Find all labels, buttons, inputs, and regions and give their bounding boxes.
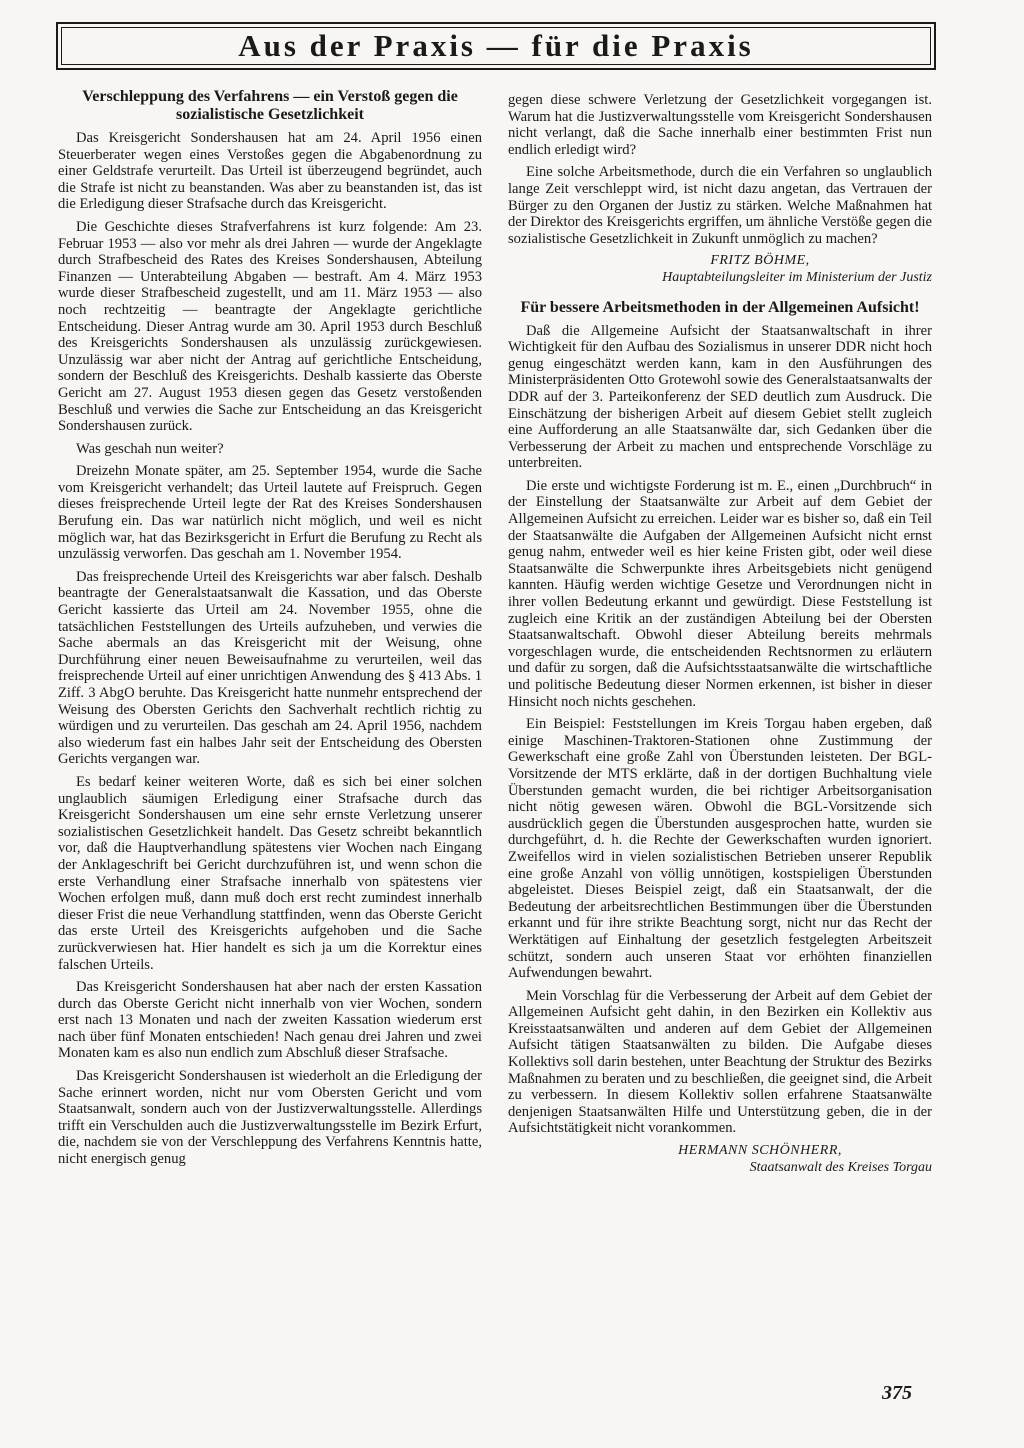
article-2-paragraph: Die erste und wichtigste Forderung ist m. E., einen „Durchbruch“ in der Einstellung der Staatsanwälte zur Arbeit auf dem Gebiet der Allgemeinen Aufsicht zu erreichen. Leider war es bisher so, daß ein Teil der Staatsanwälte die Aufgaben der Allgemeinen Aufsicht nicht ernst genug nahm, entweder weil es hier keine Fristen gibt, oder weil diese Staatsanwälte die Schwerpunkte ihres Arbeitsgebiets nicht genügend kannten. Häufig werden wichtige Gesetze und Verordnungen nicht in ihrer vollen Bedeutung erkannt und gewürdigt. Diese Feststellung ist zugleich eine Kritik an der zuständigen Abteilung bei der Obersten Staatsanwaltschaft. Obwohl dieser Abteilung bereits mehrmals vorgeschlagen wurde, die entscheidenden Rechtsnormen zu erläutern und dafür zu sorgen, daß die Aufsichtsstaatsanwälte die wirtschaftliche und politische Bedeutung dieser Normen erkennen, ist bisher in dieser Hinsicht noch nichts geschehen. xyxy=(508,477,932,710)
article-1-paragraph: Die Geschichte dieses Strafverfahrens ist kurz folgende: Am 23. Februar 1953 — also vor mehr als drei Jahren — wurde der Angeklagte durch Strafbescheid des Rates des Kreises Sondershausen, Abteilung Finanzen — Unterabteilung Abgaben — bestraft. Am 4. März 1953 wurde dieser Strafbescheid zugestellt, und am 11. März 1953 — also noch rechtzeitig — beantragte der Angeklagte gerichtliche Entscheidung. Dieser Antrag wurde am 30. April 1953 durch Beschluß des Kreisgerichts Sondershausen als unzulässig zurückgewiesen. Unzulässig war aber nicht der Antrag auf gerichtliche Entscheidung, sondern der Beschluß des Kreisgerichts. Deshalb kassierte das Oberste Gericht am 27. August 1953 diesen gegen das Gesetz verstoßenden Beschluß und verwies die Sache zur Entscheidung an das Kreisgericht Sondershausen zurück. xyxy=(58,218,482,435)
left-column xyxy=(58,88,482,1174)
article-1-title: Verschleppung des Verfahrens — ein Verstoß gegen die sozialistische Gesetzlichkeit xyxy=(82,88,458,123)
article-2-paragraph: Mein Vorschlag für die Verbesserung der Arbeit auf dem Gebiet der Allgemeinen Aufsicht geht dahin, in den Bezirken ein Kollektiv aus Kreisstaatsanwälten und anderen auf dem Gebiet der Allgemeinen Aufsicht tätigen Staatsanwälten zu bilden. Die Aufgabe dieses Kollektivs soll darin bestehen, unter Beachtung der Struktur des Bezirks Maßnahmen zu beraten und zu beschließen, die geeignet sind, die Arbeit zu verbessern. In diesem Kollektiv sollen erfahrene Staatsanwälte denjenigen Staatsanwälten Hilfe und Unterstützung geben, die in der Aufsichtstätigkeit nicht vorankommen. xyxy=(508,987,932,1137)
article-1-continuation: gegen diese schwere Verletzung der Gesetzlichkeit vorgegangen ist. Warum hat die Justizverwaltungsstelle vom Kreisgericht Sondershausen nicht verlangt, daß die Sache innerhalb einer bestimmten Frist nun endlich erledigt wird? xyxy=(508,92,932,158)
section-title: Aus der Praxis — für die Praxis xyxy=(238,28,754,63)
article-1-paragraph: Das Kreisgericht Sondershausen hat am 24. April 1956 einen Steuerberater wegen eines Verstoßes gegen die Abgabenordnung zu einer Geldstrafe verurteilt. Das Urteil ist überzeugend begründet, auch die Strafe ist nicht zu beanstanden. Was aber zu beanstanden ist, das ist die Erledigung dieser Strafsache durch das Kreisgericht. xyxy=(58,130,482,213)
article-2-author: HERMANN SCHÖNHERR, xyxy=(678,1143,842,1159)
article-1-paragraph: Dreizehn Monate später, am 25. September 1954, wurde die Sache vom Kreisgericht verhandelt; das Urteil lautete auf Freispruch. Gegen dieses freisprechende Urteil legte der Rat des Kreises Sondershausen Berufung ein. Das war natürlich nicht möglich, und weil es nicht möglich war, hat das Bezirksgericht in Erfurt die Berufung zu Recht als unzulässig verworfen. Das geschah am 1. November 1954. xyxy=(58,463,482,563)
right-column xyxy=(508,92,932,1188)
section-header xyxy=(56,22,936,70)
page-number: 375 xyxy=(882,1382,912,1404)
article-1-paragraph: Das freisprechende Urteil des Kreisgerichts war aber falsch. Deshalb beantragte der Generalstaatsanwalt die Kassation, und das Oberste Gericht kassierte das Urteil am 24. November 1955, ohne die tatsächlichen Feststellungen des Urteils aufzuheben, und verwies die Sache abermals an das Kreisgericht mit der Weisung, ohne Durchführung einer neuen Beweisaufnahme zu verurteilen, weil das freisprechende Urteil auf einer unrichtigen Anwendung des § 413 Abs. 1 Ziff. 3 AbgO beruhte. Das Kreisgericht hatte nunmehr entsprechend der Weisung des Obersten Gerichts den Sachverhalt rechtlich richtig zu würdigen und zu verurteilen. Das geschah am 24. April 1956, nachdem also wiederum fast ein halbes Jahr seit der Entscheidung des Obersten Gerichts vergangen war. xyxy=(58,568,482,768)
article-1-author: FRITZ BÖHME, xyxy=(710,253,810,269)
article-1-continuation: Eine solche Arbeitsmethode, durch die ein Verfahren so unglaublich lange Zeit verschleppt wird, ist nicht dazu angetan, das Vertrauen der Bürger zu den Organen der Justiz zu stärken. Welche Maßnahmen hat der Direktor des Kreisgerichts ergriffen, um ähnliche Verstöße gegen die sozialistische Gesetzlichkeit in Zukunft unmöglich zu machen? xyxy=(508,164,932,247)
article-1-paragraph: Das Kreisgericht Sondershausen hat aber nach der ersten Kassation durch das Oberste Gericht nicht innerhalb von vier Wochen, sondern erst nach 13 Monaten und nach der zweiten Kassation wiederum erst nach über fünf Monaten entschieden! Nach genau drei Jahren und zwei Monaten kam es also nun endlich zum Abschluß dieser Strafsache. xyxy=(58,979,482,1062)
article-2-author-role: Staatsanwalt des Kreises Torgau xyxy=(749,1159,932,1175)
article-1-paragraph: Es bedarf keiner weiteren Worte, daß es sich bei einer solchen unglaublich säumigen Erledigung einer Strafsache durch das Kreisgericht Sondershausen um eine sehr ernste Verletzung unserer sozialistischen Gesetzlichkeit handelt. Das Gesetz schreibt bekanntlich vor, daß die Hauptverhandlung spätestens vier Wochen nach Eingang der Anklageschrift bei Gericht durchzuführen ist, und wenn schon die erste Verhandlung einer Strafsache innerhalb von spätestens vier Wochen erfolgen muß, dann muß doch erst recht zumindest innerhalb dieser Frist die neue Verhandlung stattfinden, wenn das Oberste Gericht das erste Urteil des Kreisgerichts aufgehoben und die Sache zurückverwiesen hat. Hier handelt es sich ja um die Korrektur eines falschen Urteils. xyxy=(58,773,482,973)
journal-page xyxy=(56,22,936,1422)
article-2-title: Für bessere Arbeitsmethoden in der Allgemeinen Aufsicht! xyxy=(520,298,920,316)
section-header-inner-frame xyxy=(61,27,931,65)
article-2-paragraph: Ein Beispiel: Feststellungen im Kreis Torgau haben ergeben, daß einige Maschinen-Traktoren-Stationen ohne Zustimmung der Gewerkschaft eine große Zahl von Überstunden leisteten. Der BGL-Vorsitzende der MTS erklärte, daß in der dortigen Buchhaltung viele Überstunden gemacht wurden, die bei richtiger Arbeitsorganisation nicht nötig gewesen wären. Obwohl die BGL-Vorsitzende sich ausdrücklich gegen die Überstunden ausgesprochen hatte, wurden sie durchgeführt, d. h. die Rechte der Gewerkschaften wurden ignoriert. Zweifellos wird in vielen sozialistischen Betrieben unserer Republik eine große Anzahl von völlig unnötigen, kostspieligen Überstunden abgeleistet. Dieses Beispiel zeigt, daß ein Staatsanwalt, der die Bedeutung der arbeitsrechtlichen Bestimmungen über die Überstunden erkannt und für ihre strikte Beachtung sorgt, nicht nur das Recht der Werktätigen auf Einhaltung der gesetzlich festgelegten Arbeitszeit schützt, sondern auch unseren Staat vor erhöhten finanziellen Aufwendungen bewahrt. xyxy=(508,716,932,982)
article-1-paragraph: Das Kreisgericht Sondershausen ist wiederholt an die Erledigung der Sache erinnert worden, nicht nur vom Obersten Gericht und vom Staatsanwalt, sondern auch von der Justizverwaltungsstelle. Allerdings trifft ein Verschulden auch die Justizverwaltungsstelle im Bezirk Erfurt, die, nachdem sie von der Verschleppung des Verfahrens Kenntnis hatte, nicht energisch genug xyxy=(58,1068,482,1168)
article-1-paragraph: Was geschah nun weiter? xyxy=(76,440,224,457)
article-2-paragraph: Daß die Allgemeine Aufsicht der Staatsanwaltschaft in ihrer Wichtigkeit für den Aufbau des Sozialismus in unserer DDR nicht hoch genug eingeschätzt werden kann, kam in den Ausführungen des Ministerpräsidenten Otto Grotewohl sowie des Generalstaatsanwalts der DDR auf der 3. Parteikonferenz der SED deutlich zum Ausdruck. Die Einschätzung der bisherigen Arbeit auf diesem Gebiet stellt zugleich eine Aufforderung an alle Staatsanwälte dar, sich Gedanken über die Verbesserung der Arbeit zu machen und entsprechende Vorschläge zu unterbreiten. xyxy=(508,322,932,472)
article-1-author-role: Hauptabteilungsleiter im Ministerium der Justiz xyxy=(662,269,932,285)
